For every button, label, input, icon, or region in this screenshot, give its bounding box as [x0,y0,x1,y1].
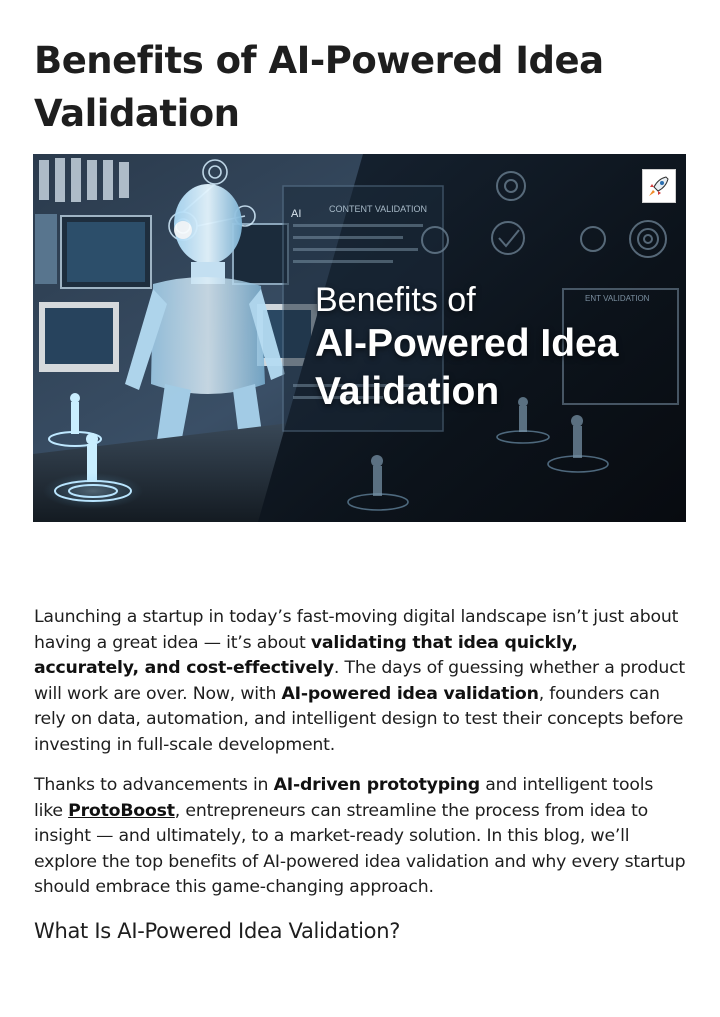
second-text-1: Thanks to advancements in [34,775,274,795]
svg-text:CONTENT VALIDATION: CONTENT VALIDATION [329,204,428,214]
intro-bold-2: AI-powered idea validation [281,683,539,704]
hero-headline-line1: Benefits of [315,281,476,319]
svg-text:AI: AI [291,208,302,220]
intro-text-3: , founders can rely on data, automation, and intelligent design to test their concepts before investing in full-scale development. [34,683,684,755]
hero-image [33,154,686,522]
protoboost-link[interactable]: ProtoBoost [68,800,175,821]
second-bold-1: AI-driven prototyping [273,775,480,795]
svg-text:ENT VALIDATION: ENT VALIDATION [585,294,650,303]
hero-headline-line2: AI-Powered Idea [315,322,619,365]
page-title: Benefits of AI-Powered Idea Validation [34,39,604,135]
intro-text-1: Launching a startup in today’s fast-moving digital landscape isn’t just about having a great idea — it’s about [34,607,679,653]
second-text-2: and intelligent tools like [34,775,654,821]
hero-headline [315,280,618,416]
second-paragraph [34,773,686,901]
section-heading: What Is AI-Powered Idea Validation? [34,919,401,943]
hero-headline-line3: Validation [315,370,500,413]
second-text-3: , entrepreneurs can streamline the process from idea to insight — and ultimately, to a market-ready solution. In this blog, we’ll explore the top benefits of AI-powered idea validation and why every startup should embrace this game-changing approach. [34,800,686,898]
intro-paragraph [34,605,686,759]
intro-bold-1: validating that idea quickly, accurately, and cost-effectively [34,632,578,679]
intro-text-2: . The days of guessing whether a product will work are over. Now, with [34,658,685,704]
rocket-icon [642,169,676,203]
